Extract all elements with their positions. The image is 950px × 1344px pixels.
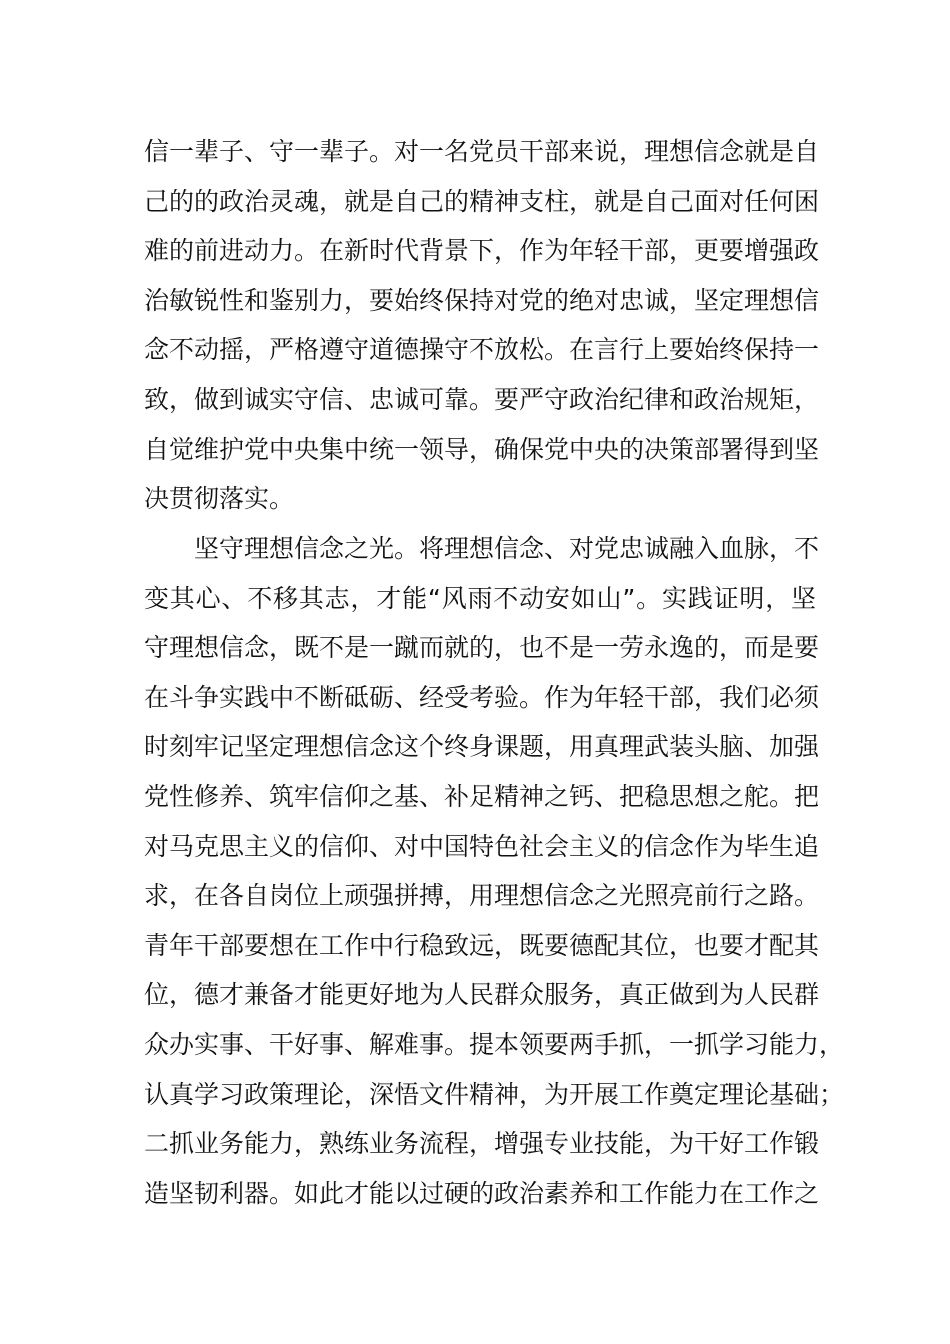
text-line: 造坚韧利器。如此才能以过硬的政治素养和工作能力在工作之 [144, 1178, 820, 1208]
text-line: 决贯彻落实。 [144, 484, 295, 514]
paragraph-ideals [144, 524, 845, 1218]
text-line: 时刻牢记坚定理想信念这个终身课题，用真理武装头脑、加强 [144, 732, 820, 762]
text-line: 坚守理想信念之光。将理想信念、对党忠诚融入血脉，不 [194, 534, 820, 563]
text-line: 念不动摇，严格遵守道德操守不放松。在言行上要始终保持一 [144, 335, 820, 365]
paragraph-continued [144, 127, 820, 524]
text-line: 青年干部要想在工作中行稳致远，既要德配其位，也要才配其 [144, 930, 820, 960]
text-line: 求，在各自岗位上顽强拼搏，用理想信念之光照亮前行之路。 [144, 881, 820, 911]
text-line: 己的的政治灵魂，就是自己的精神支柱，就是自己面对任何困 [144, 186, 820, 216]
text-line: 守理想信念，既不是一蹴而就的，也不是一劳永逸的，而是要 [144, 633, 820, 663]
text-line: 认真学习政策理论，深悟文件精神，为开展工作奠定理论基础； [144, 1079, 845, 1109]
text-line: 难的前进动力。在新时代背景下，作为年轻干部，更要增强政 [144, 236, 820, 266]
text-line: 在斗争实践中不断砥砺、经受考验。作为年轻干部，我们必须 [144, 682, 820, 712]
text-line: 自觉维护党中央集中统一领导，确保党中央的决策部署得到坚 [144, 434, 820, 464]
text-line: 位，德才兼备才能更好地为人民群众服务，真正做到为人民群 [144, 980, 820, 1010]
text-line: 党性修养、筑牢信仰之基、补足精神之钙、把稳思想之舵。把 [144, 781, 820, 811]
text-line: 治敏锐性和鉴别力，要始终保持对党的绝对忠诚，坚定理想信 [144, 285, 820, 315]
text-line: 对马克思主义的信仰、对中国特色社会主义的信念作为毕生追 [144, 831, 820, 861]
text-line: 众办实事、干好事、解难事。提本领要两手抓，一抓学习能力， [144, 1029, 845, 1059]
text-line: 二抓业务能力，熟练业务流程，增强专业技能，为干好工作锻 [144, 1129, 820, 1159]
text-line: 变其心、不移其志，才能“风雨不动安如山”。实践证明，坚 [144, 583, 816, 613]
text-line: 致，做到诚实守信、忠诚可靠。要严守政治纪律和政治规矩， [144, 384, 820, 414]
text-line: 信一辈子、守一辈子。对一名党员干部来说，理想信念就是自 [144, 137, 820, 166]
